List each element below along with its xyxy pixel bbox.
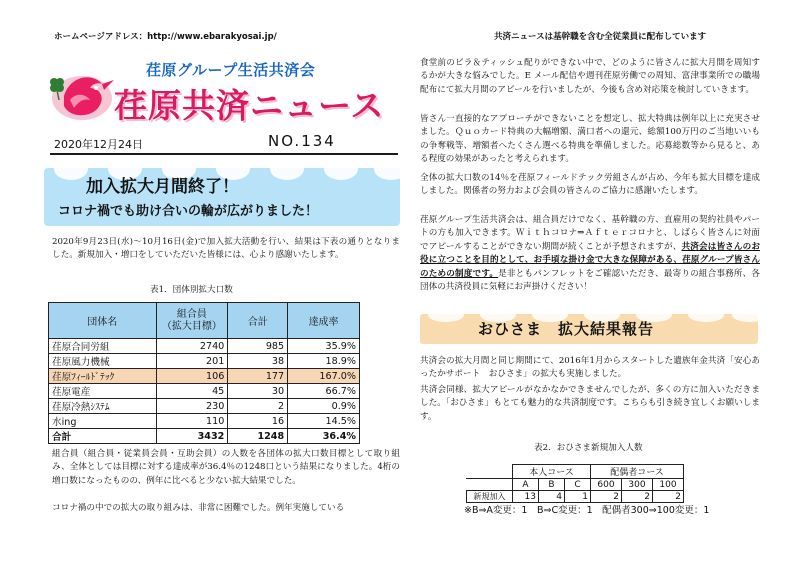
table-cell: 35.9%	[288, 339, 360, 354]
intro-paragraph: 2020年9月23日(水)～10月16日(金)で加入拡大活動を行い、結果は下表の通りとなりました。新規加入・増口をしていただいた皆様には、心より感謝いたします。	[52, 237, 400, 261]
table-cell: 110	[156, 414, 228, 429]
table-cell: 45	[156, 384, 228, 399]
issue-number: NO.134	[268, 132, 336, 150]
table-row	[49, 354, 360, 369]
table-cell: 177	[228, 369, 288, 384]
right-paragraph-3: 全体の拡大口数の14％を荏原フィールドテック労組さんが占め、今年も拡大目標を達成しました。関係者の努力および会員の皆さんのご協力に感謝いたします。	[420, 173, 760, 197]
table-cell: 荏原冷熱ｼｽﾃﾑ	[49, 399, 157, 414]
table-cell: 167.0%	[288, 369, 360, 384]
section-title: おひさま 拡大結果報告	[478, 320, 655, 338]
table-total-row	[49, 429, 360, 444]
table-cell: 985	[228, 339, 288, 354]
table-cell: 荏原電産	[49, 384, 157, 399]
table-cell: 1248	[228, 429, 288, 444]
table2-group-self: 本人コース	[513, 465, 591, 479]
headline-title: 加入拡大月間終了！	[86, 177, 239, 197]
table-cell: 18.9%	[288, 354, 360, 369]
table-cell: 水ing	[49, 414, 157, 429]
table-cell: 201	[156, 354, 228, 369]
right-paragraph-4	[420, 214, 760, 294]
table-cell: 100	[653, 479, 684, 491]
covid-paragraph: コロナ禍の中での拡大の取り組みは、非常に困難でした。例年実施している	[52, 503, 345, 513]
table-cell: 荏原風力機械	[49, 354, 157, 369]
table1-caption: 表1．団体別拡大口数	[150, 285, 233, 295]
masthead-title: 荏原共済ニュース	[114, 86, 385, 125]
table2-blank	[467, 479, 513, 491]
table2-row-label: 新規加入	[467, 491, 513, 503]
table-cell: 荏原ﾌｨｰﾙﾄﾞﾃｯｸ	[49, 369, 157, 384]
right-paragraph-6: 共済会同様、拡大アピールがなかなかできませんでしたが、多くの方に加入いただきました。「おひさま」もとても魅力的な共済制度です。こちらも引き続き宜しくお願いします。	[420, 385, 760, 422]
right-paragraph-2: 皆さん一直接的なアプローチができないことを想定し、拡大特典は例年以上に充実させました。Ｑｕｏカード特典の大幅増額、満口者への還元、総額100万円のご当地いいもの争奪戦等、増額者へたくさん選べる特典を準備しました。応募総数等から見ると、ある程度の効果があったと考えられます。	[420, 114, 760, 165]
table-cell: 1	[565, 491, 591, 503]
result-paragraph: 組合員（組合員・従業員会員・互助会員）の人数を各団体の拡大口数目標として取り組み、全体としては目標に対する達成率が36.4％の1248口という結果になりました。4桁の増口数になったものの、例年に比べると少ない拡大結果でした。	[52, 449, 400, 486]
table-cell: 230	[156, 399, 228, 414]
distribution-note: 共済ニュースは基幹職を含む全従業員に配布しています	[494, 32, 707, 42]
table1-header-group: 団体名	[49, 303, 157, 339]
table-row	[49, 339, 360, 354]
table2-blank	[467, 465, 513, 479]
table2-caption: 表2．おひさま新規加入人数	[534, 443, 643, 453]
table-cell: 2	[228, 399, 288, 414]
table-cell: 3432	[156, 429, 228, 444]
p4-emphasis: 共済会は皆さんのお役に立つことを目的として、お手頃な掛け金で大きな保障がある、荏原グループ皆さんのための制度です。	[420, 241, 760, 279]
table-cell: 0.9%	[288, 399, 360, 414]
table-row	[49, 414, 360, 429]
table-cell: 合計	[49, 429, 157, 444]
bird-logo-icon	[40, 58, 120, 124]
table1-header-total: 合計	[228, 303, 288, 339]
table-row	[49, 384, 360, 399]
issue-date: 2020年12月24日	[54, 138, 143, 151]
p4-end: 是非ともパンフレットをご確認いただき、最寄りの組合事務所、各団体の共済役員に気軽にお声掛けください！	[420, 268, 761, 293]
table1-header-rate: 達成率	[288, 303, 360, 339]
table-cell: 30	[228, 384, 288, 399]
p4-start: 荏原グループ生活共済会は、組合員だけでなく、基幹職の方、直雇用の契約社員やパートの方も加入できます。Ｗｉｔｈコロナ⇒Ａｆｔｅｒコロナと、しばらく皆さんに対面でアピールすることができない期間が続くことが予想されますが、	[420, 215, 760, 252]
table2-note: ※B⇒A変更：1 B⇒C変更：1 配偶者300⇒100変更：1	[464, 505, 710, 516]
expansion-table	[48, 302, 360, 444]
table-cell: 14.5%	[288, 414, 360, 429]
table-cell: 16	[228, 414, 288, 429]
table-cell: 荏原合同労組	[49, 339, 157, 354]
table-cell: 2	[653, 491, 684, 503]
table-row	[49, 399, 360, 414]
table-cell: 106	[156, 369, 228, 384]
table2-group-spouse: 配偶者コース	[591, 465, 684, 479]
table-cell: 66.7%	[288, 384, 360, 399]
table-cell: 600	[591, 479, 622, 491]
table-cell: 36.4%	[288, 429, 360, 444]
masthead-subtitle: 荏原グループ生活共済会	[146, 61, 316, 79]
right-paragraph-5: 共済会の拡大月間と同じ期間にて、2016年1月からスタートした遺族年金共済「安心あったかサポート おひさま」の拡大も実施しました。	[420, 356, 760, 380]
table-cell: C	[565, 479, 591, 491]
table-row-highlighted	[49, 369, 360, 384]
ohisama-table	[466, 464, 684, 503]
headline-subtitle: コロナ禍でも助け合いの輪が広がりました！	[58, 204, 319, 219]
masthead-rule	[50, 153, 398, 155]
right-paragraph-1: 食堂前のビラ＆ティッシュ配りができない中で、どのように皆さんに拡大月間を周知するかが大きな悩みでした。E メール配信や週刊荏原労働での周知、富津事業所での職場配布にて拡大月間のアピールを行いましたが、今後も含め対応策を検討していきます。	[420, 58, 760, 95]
table-cell: 4	[539, 491, 565, 503]
table-cell: 2	[591, 491, 622, 503]
table-cell: 38	[228, 354, 288, 369]
homepage-address: ホームページアドレス：http://www.ebarakyosai.jp/	[54, 32, 277, 42]
table-cell: A	[513, 479, 539, 491]
table-cell: 13	[513, 491, 539, 503]
table-cell: 2	[622, 491, 653, 503]
table-cell: 2740	[156, 339, 228, 354]
table-cell: B	[539, 479, 565, 491]
table-cell: 300	[622, 479, 653, 491]
table1-header-target: 組合員 （拡大目標）	[156, 303, 228, 339]
